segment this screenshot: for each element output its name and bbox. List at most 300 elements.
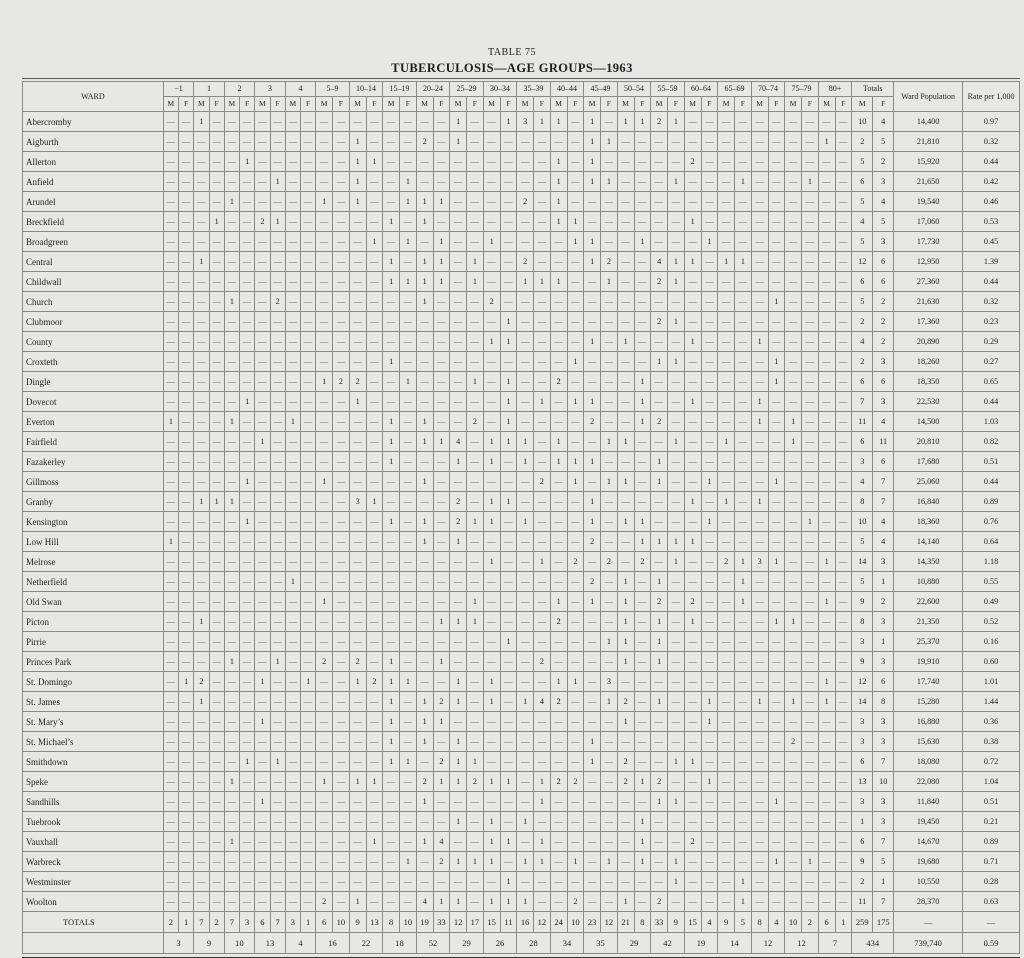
count-cell: — (349, 692, 366, 712)
count-cell: — (224, 472, 239, 492)
count-cell: 1 (366, 772, 383, 792)
count-cell: — (240, 432, 255, 452)
count-cell: — (818, 412, 835, 432)
count-cell: — (802, 632, 819, 652)
count-cell: — (802, 252, 819, 272)
count-cell: 1 (584, 452, 601, 472)
count-cell: 1 (668, 272, 685, 292)
total-male: 6 (852, 272, 873, 292)
count-cell: — (301, 752, 316, 772)
total-male: 12 (852, 252, 873, 272)
count-cell: — (835, 872, 852, 892)
count-cell: 1 (400, 372, 417, 392)
count-cell: — (567, 792, 584, 812)
count-cell: — (785, 452, 802, 472)
count-cell: — (163, 512, 178, 532)
count-cell: — (163, 732, 178, 752)
rate-per-1000: 0.29 (963, 332, 1020, 352)
count-cell: 1 (450, 672, 467, 692)
count-cell: — (224, 592, 239, 612)
count-cell: — (366, 432, 383, 452)
count-cell: — (785, 172, 802, 192)
count-cell: — (768, 132, 785, 152)
count-cell: — (567, 572, 584, 592)
total-male: 6 (852, 372, 873, 392)
count-cell: — (366, 292, 383, 312)
count-cell: — (517, 372, 534, 392)
ward-name: Gillmoss (23, 472, 164, 492)
count-cell: — (349, 732, 366, 752)
count-cell: — (240, 672, 255, 692)
ward-name: Speke (23, 772, 164, 792)
count-cell: — (285, 512, 300, 532)
count-cell: — (316, 672, 333, 692)
count-cell: — (735, 632, 752, 652)
count-cell: — (617, 372, 634, 392)
count-cell: 1 (735, 592, 752, 612)
count-cell: — (270, 112, 285, 132)
count-cell: — (450, 312, 467, 332)
rate-per-1000: 0.71 (963, 852, 1020, 872)
count-cell: — (400, 792, 417, 812)
total-male: 7 (852, 392, 873, 412)
count-cell: — (400, 592, 417, 612)
count-cell: — (768, 392, 785, 412)
count-cell: 2 (584, 532, 601, 552)
count-cell: — (209, 372, 224, 392)
count-cell: — (400, 552, 417, 572)
count-cell: 1 (450, 112, 467, 132)
count-cell: — (768, 532, 785, 552)
count-cell: — (701, 192, 718, 212)
count-cell: — (333, 832, 350, 852)
count-cell: — (240, 272, 255, 292)
ward-name: Central (23, 252, 164, 272)
count-cell: — (785, 392, 802, 412)
count-cell: — (751, 612, 768, 632)
count-cell: — (835, 612, 852, 632)
count-cell: — (255, 352, 270, 372)
count-cell: — (668, 772, 685, 792)
total-female: 3 (873, 812, 894, 832)
count-cell: 1 (785, 612, 802, 632)
count-cell: — (285, 652, 300, 672)
count-cell: — (584, 192, 601, 212)
count-cell: — (163, 672, 178, 692)
count-cell: 2 (684, 152, 701, 172)
count-cell: — (601, 832, 618, 852)
count-cell: 2 (416, 132, 433, 152)
count-cell: 1 (651, 692, 668, 712)
count-cell: — (349, 212, 366, 232)
count-cell: — (835, 792, 852, 812)
count-cell: — (209, 832, 224, 852)
count-cell: 1 (194, 612, 209, 632)
count-cell: — (567, 592, 584, 612)
count-cell: — (818, 452, 835, 472)
count-cell: — (651, 812, 668, 832)
count-cell: — (584, 852, 601, 872)
count-cell: — (178, 132, 193, 152)
count-cell: — (333, 432, 350, 452)
count-cell: — (668, 132, 685, 152)
count-cell: 1 (534, 832, 551, 852)
count-cell: — (163, 772, 178, 792)
count-cell: 1 (567, 452, 584, 472)
count-cell: — (500, 592, 517, 612)
count-cell: — (467, 692, 484, 712)
count-cell: — (270, 892, 285, 912)
count-cell: 1 (634, 412, 651, 432)
count-cell: — (240, 872, 255, 892)
count-cell: — (684, 572, 701, 592)
count-cell: — (500, 612, 517, 632)
grand-total-female: 175 (873, 912, 894, 933)
count-cell: — (634, 652, 651, 672)
table-row (23, 832, 1020, 852)
count-cell: — (617, 552, 634, 572)
count-cell: — (366, 512, 383, 532)
count-cell: — (163, 192, 178, 212)
count-cell: — (802, 752, 819, 772)
count-cell: — (735, 312, 752, 332)
count-cell: — (209, 592, 224, 612)
total-female: 1 (873, 572, 894, 592)
total-cell: 10 (333, 912, 350, 933)
count-cell: 1 (534, 792, 551, 812)
count-cell: — (240, 612, 255, 632)
count-cell: — (240, 772, 255, 792)
count-cell: — (255, 652, 270, 672)
age-group-header: 45–49 (584, 82, 618, 97)
count-cell: — (701, 572, 718, 592)
count-cell: 1 (735, 552, 752, 572)
count-cell: — (701, 392, 718, 412)
count-cell: — (483, 872, 500, 892)
count-cell: — (785, 752, 802, 772)
ward-name: St. James (23, 692, 164, 712)
count-cell: — (634, 192, 651, 212)
count-cell: — (534, 232, 551, 252)
count-cell: — (550, 132, 567, 152)
table-row (23, 852, 1020, 872)
count-cell: — (349, 352, 366, 372)
count-cell: 2 (366, 672, 383, 692)
count-cell: — (416, 652, 433, 672)
count-cell: 1 (668, 112, 685, 132)
count-cell: — (178, 332, 193, 352)
count-cell: — (718, 532, 735, 552)
count-cell: — (534, 892, 551, 912)
ward-population: 21,810 (894, 132, 963, 152)
count-cell: 1 (483, 812, 500, 832)
count-cell: — (400, 572, 417, 592)
count-cell: — (383, 472, 400, 492)
count-cell: — (785, 152, 802, 172)
table-row (23, 592, 1020, 612)
count-cell: — (835, 772, 852, 792)
count-cell: — (835, 672, 852, 692)
count-cell: — (433, 312, 450, 332)
count-cell: — (270, 832, 285, 852)
total-male: 5 (852, 532, 873, 552)
count-cell: — (333, 872, 350, 892)
count-cell: — (255, 172, 270, 192)
count-cell: 1 (500, 412, 517, 432)
count-cell: — (209, 352, 224, 372)
count-cell: — (768, 592, 785, 612)
rate-per-1000: 0.60 (963, 652, 1020, 672)
count-cell: 1 (785, 412, 802, 432)
count-cell: — (718, 892, 735, 912)
count-cell: — (255, 752, 270, 772)
count-cell: — (483, 732, 500, 752)
count-cell: — (240, 892, 255, 912)
ward-name: Sandhills (23, 792, 164, 812)
count-cell: — (209, 152, 224, 172)
count-cell: — (240, 852, 255, 872)
count-cell: — (194, 652, 209, 672)
rate-per-1000: 1.01 (963, 672, 1020, 692)
count-cell: — (366, 852, 383, 872)
count-cell: — (224, 272, 239, 292)
count-cell: — (224, 612, 239, 632)
count-cell: — (617, 732, 634, 752)
count-cell: — (400, 212, 417, 232)
count-cell: — (550, 532, 567, 552)
count-cell: — (751, 192, 768, 212)
count-cell: — (255, 872, 270, 892)
count-cell: — (163, 312, 178, 332)
count-cell: 1 (383, 512, 400, 532)
count-cell: 1 (668, 752, 685, 772)
combined-age-total: 18 (383, 933, 417, 954)
count-cell: 1 (240, 512, 255, 532)
count-cell: — (270, 232, 285, 252)
count-cell: — (718, 812, 735, 832)
count-cell: — (550, 232, 567, 252)
count-cell: — (366, 132, 383, 152)
count-cell: — (255, 272, 270, 292)
count-cell: — (718, 312, 735, 332)
ward-population: 25,060 (894, 472, 963, 492)
count-cell: — (785, 512, 802, 532)
ward-name: Netherfield (23, 572, 164, 592)
count-cell: — (163, 552, 178, 572)
count-cell: 1 (349, 672, 366, 692)
count-cell: — (735, 272, 752, 292)
count-cell: — (178, 252, 193, 272)
count-cell: — (483, 712, 500, 732)
count-cell: — (601, 332, 618, 352)
count-cell: — (467, 112, 484, 132)
count-cell: — (601, 612, 618, 632)
count-cell: 1 (400, 272, 417, 292)
count-cell: — (668, 572, 685, 592)
count-cell: — (684, 192, 701, 212)
count-cell: — (316, 832, 333, 852)
total-female: 7 (873, 492, 894, 512)
count-cell: — (500, 472, 517, 492)
count-cell: — (224, 852, 239, 872)
count-cell: 1 (500, 372, 517, 392)
count-cell: — (333, 492, 350, 512)
count-cell: — (450, 552, 467, 572)
count-cell: — (194, 212, 209, 232)
count-cell: — (768, 452, 785, 472)
count-cell: — (285, 432, 300, 452)
table-row (23, 872, 1020, 892)
count-cell: — (483, 632, 500, 652)
table-row (23, 512, 1020, 532)
count-cell: — (240, 452, 255, 472)
count-cell: 1 (584, 512, 601, 532)
count-cell: — (584, 552, 601, 572)
count-cell: — (349, 552, 366, 572)
ward-population: 14,140 (894, 532, 963, 552)
ward-population: 17,730 (894, 232, 963, 252)
count-cell: — (584, 832, 601, 852)
count-cell: — (684, 632, 701, 652)
count-cell: — (270, 672, 285, 692)
count-cell: — (467, 672, 484, 692)
count-cell: — (634, 172, 651, 192)
count-cell: — (601, 372, 618, 392)
count-cell: — (550, 752, 567, 772)
count-cell: — (224, 432, 239, 452)
count-cell: 1 (751, 392, 768, 412)
count-cell: — (601, 112, 618, 132)
ward-name: Breckfield (23, 212, 164, 232)
count-cell: — (178, 532, 193, 552)
combined-total: 434 (852, 933, 894, 954)
female-header: F (467, 97, 484, 112)
count-cell: — (194, 132, 209, 152)
totals-label: TOTALS (23, 912, 164, 933)
count-cell: 3 (349, 492, 366, 512)
count-cell: — (735, 132, 752, 152)
count-cell: — (194, 372, 209, 392)
count-cell: — (400, 872, 417, 892)
count-cell: — (785, 652, 802, 672)
count-cell: — (163, 352, 178, 372)
male-header: M (255, 97, 270, 112)
count-cell: — (835, 232, 852, 252)
table-row (23, 672, 1020, 692)
count-cell: — (349, 812, 366, 832)
table-row (23, 412, 1020, 432)
count-cell: 1 (768, 612, 785, 632)
count-cell: — (534, 172, 551, 192)
total-cell: 8 (634, 912, 651, 933)
count-cell: — (224, 112, 239, 132)
count-cell: — (751, 452, 768, 472)
count-cell: 1 (718, 492, 735, 512)
count-cell: — (718, 652, 735, 672)
ward-population: 17,680 (894, 452, 963, 472)
count-cell: — (534, 712, 551, 732)
male-header: M (852, 97, 873, 112)
age-group-header: 15–19 (383, 82, 417, 97)
count-cell: — (316, 572, 333, 592)
count-cell: 2 (567, 772, 584, 792)
total-male: 10 (852, 512, 873, 532)
count-cell: 1 (349, 772, 366, 792)
count-cell: 4 (433, 832, 450, 852)
count-cell: — (584, 652, 601, 672)
count-cell: 1 (224, 192, 239, 212)
table-row (23, 292, 1020, 312)
count-cell: — (255, 592, 270, 612)
count-cell: — (684, 672, 701, 692)
count-cell: — (483, 172, 500, 192)
ward-name: Tuebrook (23, 812, 164, 832)
count-cell: — (163, 432, 178, 452)
count-cell: — (349, 632, 366, 652)
count-cell: 1 (517, 432, 534, 452)
count-cell: — (584, 352, 601, 372)
count-cell: — (567, 432, 584, 452)
count-cell: 1 (416, 512, 433, 532)
count-cell: 2 (433, 692, 450, 712)
ward-name: Smithdown (23, 752, 164, 772)
count-cell: — (684, 872, 701, 892)
count-cell: — (316, 812, 333, 832)
count-cell: — (270, 472, 285, 492)
total-male: 1 (852, 812, 873, 832)
table-row (23, 172, 1020, 192)
count-cell: — (617, 792, 634, 812)
count-cell: 1 (651, 572, 668, 592)
total-male: 12 (852, 672, 873, 692)
count-cell: — (668, 892, 685, 912)
ward-population: 15,630 (894, 732, 963, 752)
count-cell: — (400, 612, 417, 632)
count-cell: — (835, 692, 852, 712)
count-cell: — (617, 172, 634, 192)
total-female: 3 (873, 352, 894, 372)
rate-header: Rate per 1,000 (963, 82, 1020, 112)
count-cell: — (366, 892, 383, 912)
count-cell: — (835, 832, 852, 852)
count-cell: — (450, 832, 467, 852)
count-cell: 2 (194, 672, 209, 692)
total-cell: 2 (802, 912, 819, 933)
rate-per-1000: 0.49 (963, 592, 1020, 612)
count-cell: — (735, 772, 752, 792)
count-cell: — (383, 572, 400, 592)
count-cell: — (684, 312, 701, 332)
count-cell: 1 (450, 732, 467, 752)
count-cell: — (240, 292, 255, 312)
count-cell: — (366, 572, 383, 592)
count-cell: — (301, 212, 316, 232)
count-cell: — (768, 872, 785, 892)
count-cell: — (400, 772, 417, 792)
combined-age-total: 3 (163, 933, 194, 954)
count-cell: — (209, 412, 224, 432)
table-row (23, 212, 1020, 232)
total-female: 3 (873, 732, 894, 752)
count-cell: — (316, 872, 333, 892)
count-cell: — (567, 492, 584, 512)
count-cell: 1 (400, 232, 417, 252)
count-cell: 1 (818, 672, 835, 692)
ward-population: 19,680 (894, 852, 963, 872)
count-cell: — (534, 332, 551, 352)
count-cell: — (240, 812, 255, 832)
count-cell: — (240, 632, 255, 652)
